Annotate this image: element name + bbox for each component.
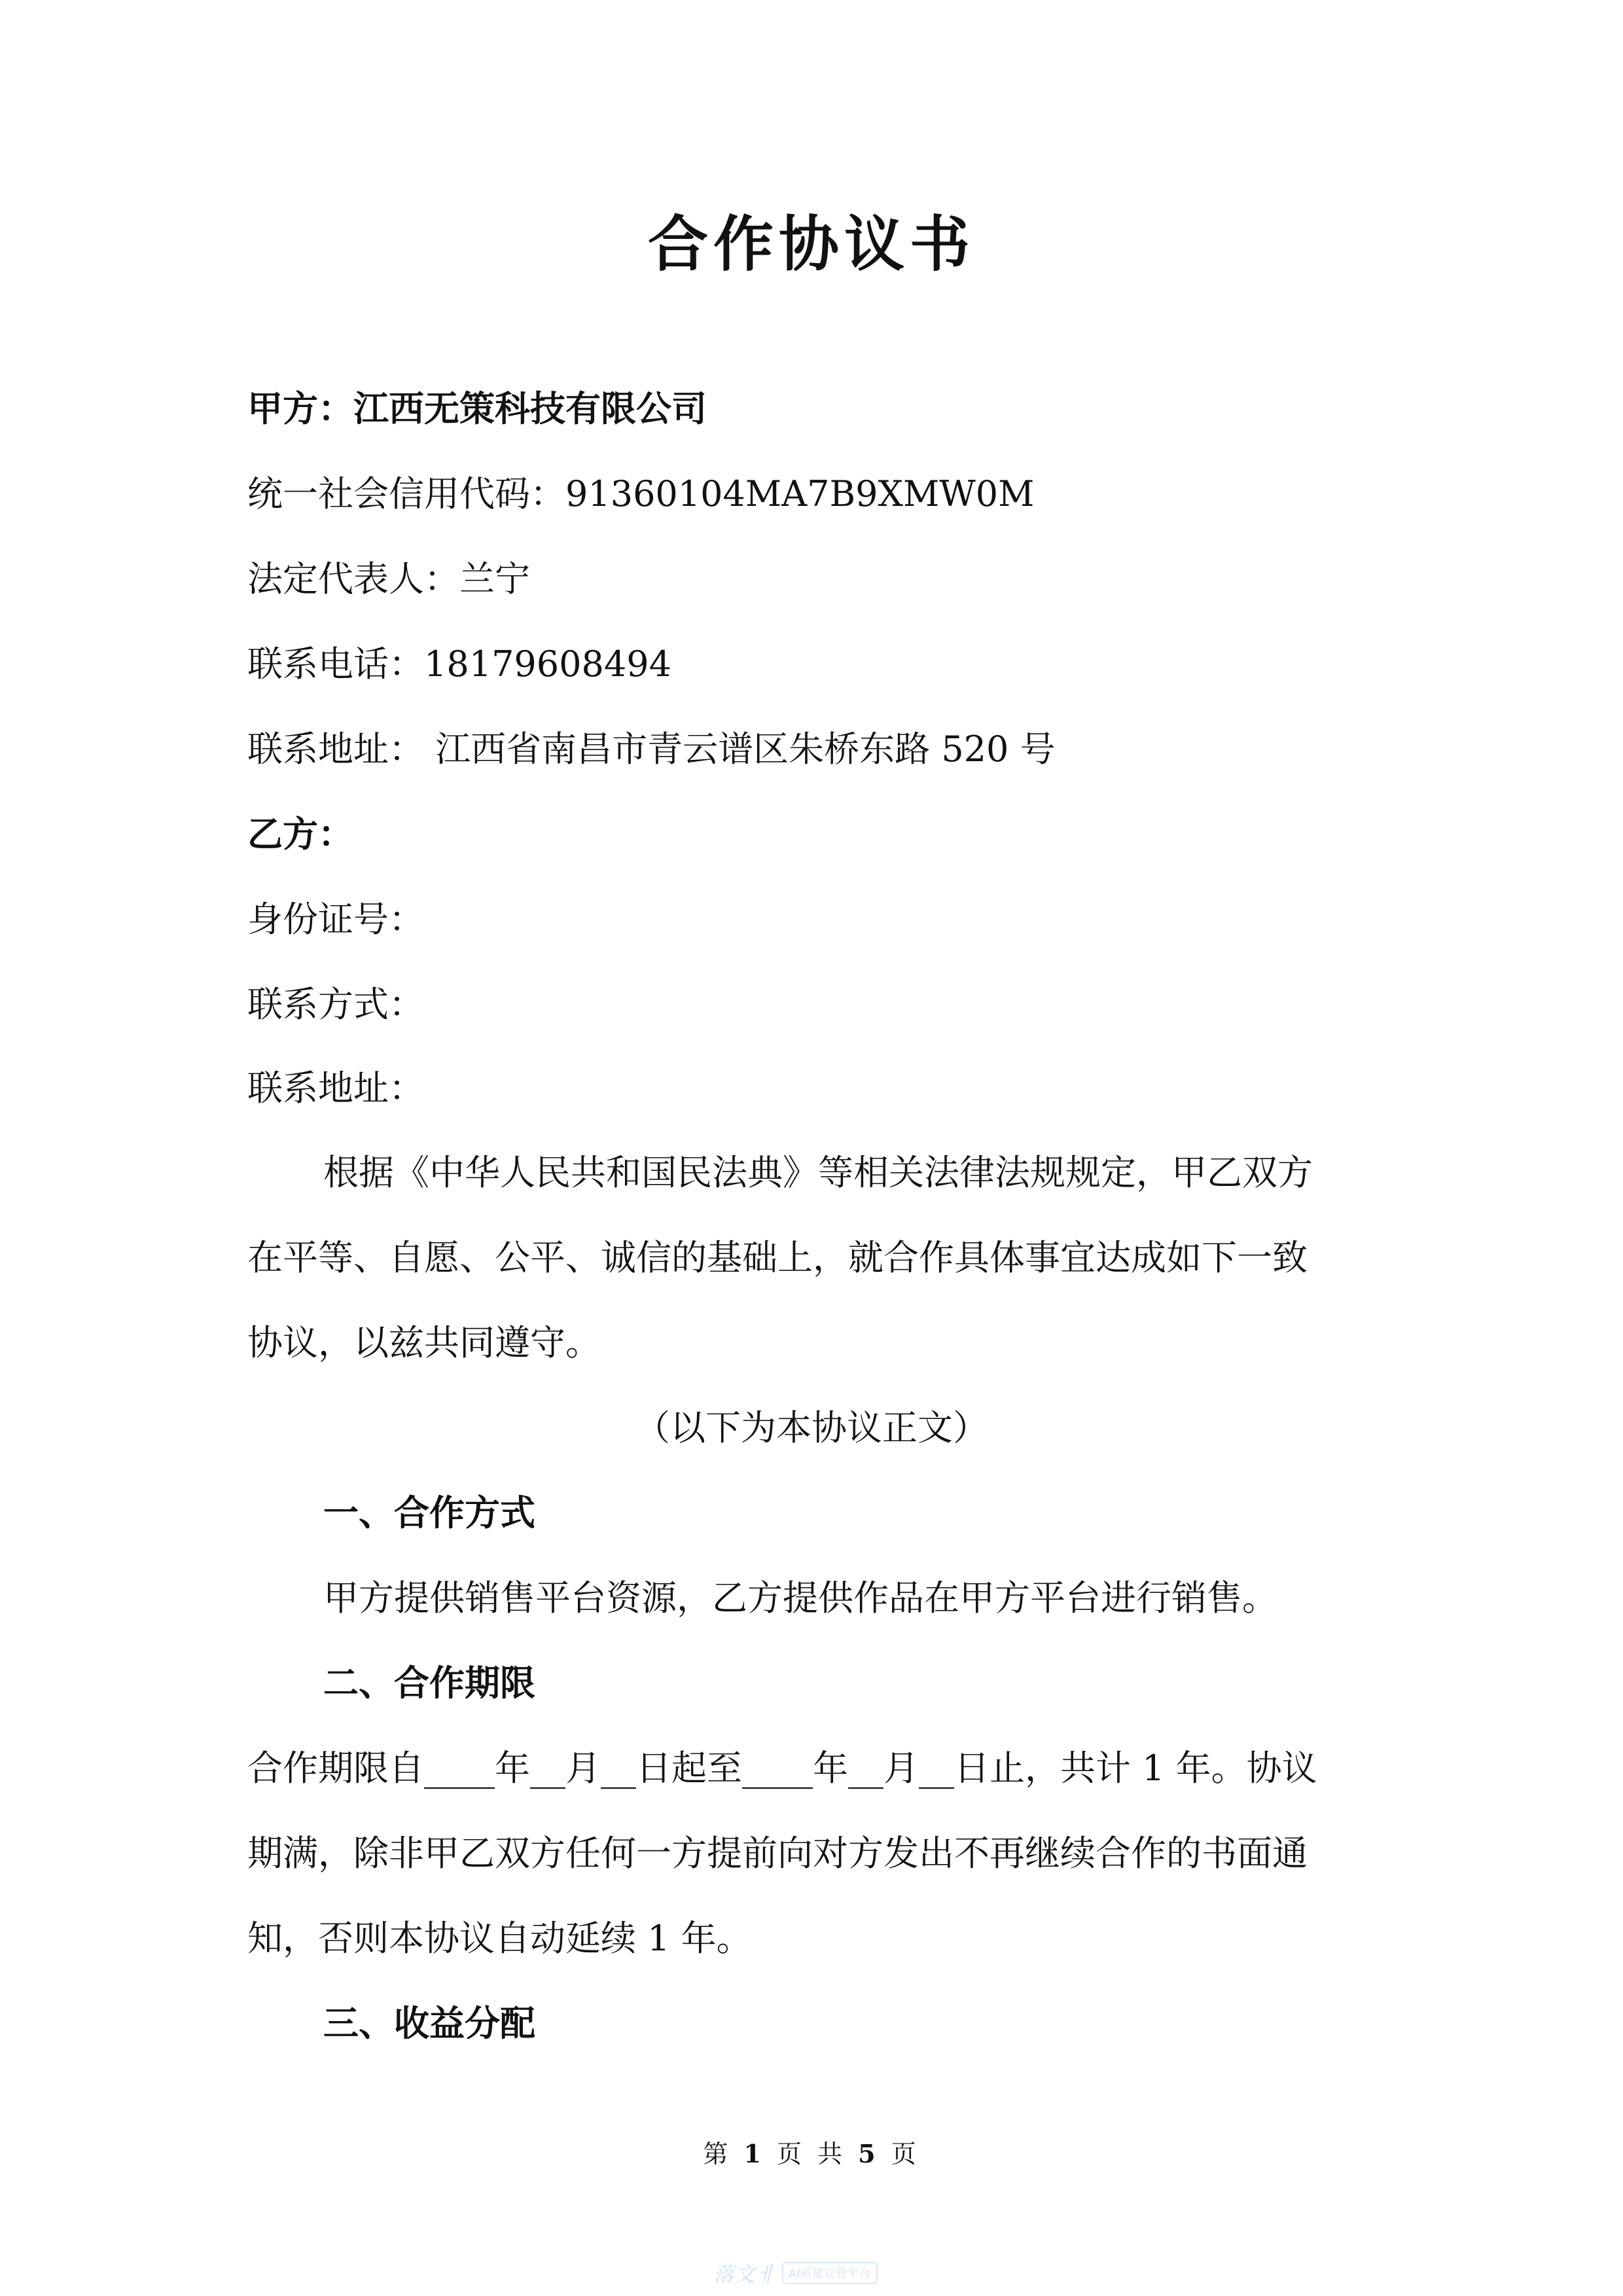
body-note: （以下为本协议正文） bbox=[635, 1407, 988, 1448]
party-a-legal-rep: 法定代表人：兰宁 bbox=[247, 558, 530, 600]
party-a-credit-code: 统一社会信用代码：91360104MA7B9XMW0M bbox=[247, 473, 1035, 514]
party-b-header: 乙方： bbox=[247, 814, 353, 855]
preamble-line-3: 协议，以兹共同遵守。 bbox=[247, 1322, 601, 1363]
party-a-phone: 联系电话：18179608494 bbox=[247, 643, 671, 685]
section-2-line-2: 期满，除非甲乙双方任何一方提前向对方发出不再继续合作的书面通 bbox=[247, 1833, 1308, 1874]
section-3-title: 三、收益分配 bbox=[323, 2003, 535, 2044]
party-b-address: 联系地址： bbox=[247, 1067, 424, 1109]
document-title: 合作协议书 bbox=[647, 209, 975, 279]
footer-page-number: 1 bbox=[743, 2139, 765, 2168]
watermark-script: 落文ㅔ bbox=[713, 2262, 776, 2287]
page-footer bbox=[0, 2134, 1623, 2170]
section-2-line-3: 知，否则本协议自动延续 1 年。 bbox=[247, 1918, 752, 1959]
preamble-line-1: 根据《中华人民共和国民法典》等相关法律法规规定，甲乙双方 bbox=[323, 1152, 1313, 1193]
footer-middle: 页 共 bbox=[776, 2140, 847, 2168]
watermark-badge: AI质量立管平台 bbox=[782, 2262, 878, 2284]
party-a-address: 联系地址： 江西省南昌市青云谱区朱桥东路 520 号 bbox=[247, 728, 1056, 770]
footer-total-pages: 5 bbox=[858, 2139, 880, 2168]
section-2-line-1: 合作期限自____年__月__日起至____年__月__日止，共计 1 年。协议 bbox=[247, 1748, 1317, 1789]
watermark-logo bbox=[713, 2261, 910, 2285]
preamble-line-2: 在平等、自愿、公平、诚信的基础上，就合作具体事宜达成如下一致 bbox=[247, 1237, 1308, 1278]
section-1-text: 甲方提供销售平台资源，乙方提供作品在甲方平台进行销售。 bbox=[323, 1577, 1277, 1619]
party-b-id-number: 身份证号： bbox=[247, 899, 424, 940]
footer-prefix: 第 bbox=[703, 2140, 732, 2168]
party-a-header: 甲方：江西无策科技有限公司 bbox=[247, 388, 707, 429]
footer-suffix: 页 bbox=[891, 2140, 920, 2168]
section-2-title: 二、合作期限 bbox=[323, 1662, 535, 1704]
party-b-contact: 联系方式： bbox=[247, 984, 424, 1025]
section-1-title: 一、合作方式 bbox=[323, 1492, 535, 1534]
